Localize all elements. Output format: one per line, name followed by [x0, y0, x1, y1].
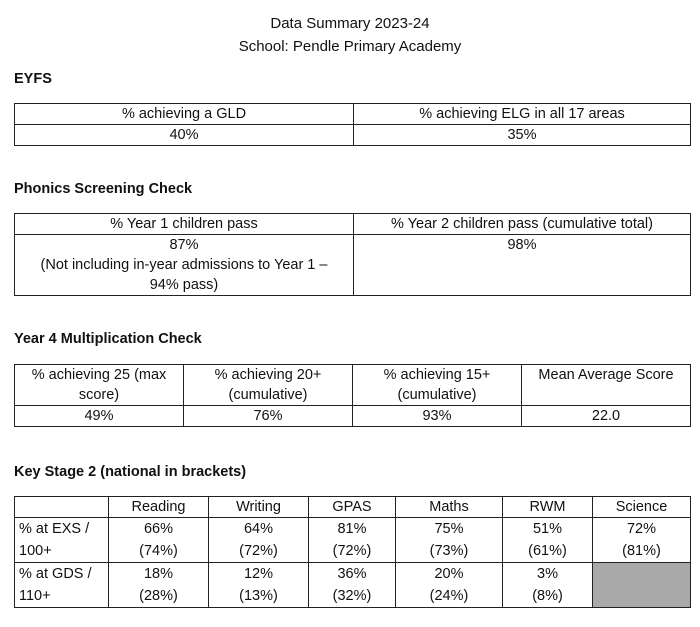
table-row	[15, 518, 691, 563]
ks2-cell	[209, 518, 309, 563]
ks2-table	[14, 496, 691, 608]
national-value: (28%)	[139, 588, 178, 604]
ks2-cell	[309, 518, 396, 563]
table-row	[15, 104, 691, 125]
table-row	[15, 125, 691, 146]
eyfs-table	[14, 103, 691, 146]
eyfs-gld-header: % achieving a GLD	[15, 104, 354, 125]
multiplication-col-header	[522, 365, 691, 406]
multiplication-table	[14, 364, 691, 427]
phonics-table	[14, 213, 691, 296]
row-label-line: % at GDS /	[19, 566, 92, 582]
ks2-col-science: Science	[593, 497, 691, 518]
school-value: 51%	[532, 521, 563, 537]
ks2-cell	[396, 518, 503, 563]
table-row	[15, 563, 691, 608]
phonics-year1-note: 94% pass)	[149, 277, 219, 293]
phonics-year1-header: % Year 1 children pass	[15, 214, 354, 235]
table-row	[15, 497, 691, 518]
national-value: (13%)	[239, 588, 278, 604]
eyfs-gld-value: 40%	[15, 125, 354, 146]
phonics-year1-cell	[15, 235, 354, 296]
school-name: School: Pendle Primary Academy	[238, 38, 462, 55]
school-value: 66%	[143, 521, 174, 537]
eyfs-elg-header: % achieving ELG in all 17 areas	[354, 104, 691, 125]
ks2-col-reading: Reading	[109, 497, 209, 518]
table-row	[15, 406, 691, 427]
header-line: (cumulative)	[228, 387, 308, 403]
ks2-col-gpas: GPAS	[309, 497, 396, 518]
national-value: (81%)	[622, 543, 661, 559]
national-value: (73%)	[429, 543, 469, 559]
national-value: (8%)	[532, 588, 563, 604]
eyfs-elg-value: 35%	[354, 125, 691, 146]
ks2-science-gds-blank-cell	[593, 563, 691, 608]
phonics-year2-value: 98%	[354, 235, 691, 296]
header-line: (cumulative)	[397, 387, 477, 403]
header-line: score)	[78, 387, 120, 403]
multiplication-col-header	[353, 365, 522, 406]
multiplication-value: 93%	[353, 406, 522, 427]
school-value: 72%	[626, 521, 657, 537]
table-row	[15, 365, 691, 406]
national-value: (24%)	[429, 588, 469, 604]
header-line: Mean Average Score	[538, 367, 674, 383]
table-row	[15, 235, 691, 296]
phonics-year1-note: (Not including in-year admissions to Year 1 –	[40, 257, 328, 273]
school-value: 36%	[337, 566, 367, 582]
row-label-line: 100+	[19, 543, 52, 559]
row-label-line: 110+	[19, 588, 51, 604]
multiplication-value: 49%	[15, 406, 184, 427]
ks2-cell	[209, 563, 309, 608]
school-value: 64%	[243, 521, 274, 537]
ks2-col-maths: Maths	[396, 497, 503, 518]
national-value: (74%)	[139, 543, 178, 559]
ks2-cell	[593, 518, 691, 563]
multiplication-value: 22.0	[522, 406, 691, 427]
ks2-cell	[503, 518, 593, 563]
phonics-year2-header: % Year 2 children pass (cumulative total)	[354, 214, 691, 235]
multiplication-col-header	[184, 365, 353, 406]
national-value: (61%)	[528, 543, 567, 559]
ks2-heading: Key Stage 2 (national in brackets)	[14, 464, 247, 480]
ks2-cell	[396, 563, 503, 608]
school-value: 3%	[537, 566, 558, 582]
ks2-row-label-gds	[15, 563, 109, 608]
ks2-corner-cell	[15, 497, 109, 518]
ks2-cell	[109, 518, 209, 563]
national-value: (32%)	[332, 588, 372, 604]
phonics-year1-value: 87%	[169, 237, 199, 253]
header-line: % achieving 15+	[383, 367, 491, 383]
ks2-col-writing: Writing	[209, 497, 309, 518]
multiplication-value: 76%	[184, 406, 353, 427]
header-line: % achieving 25 (max	[31, 367, 167, 383]
multiplication-col-header	[15, 365, 184, 406]
eyfs-heading: EYFS	[14, 71, 52, 87]
ks2-col-rwm: RWM	[503, 497, 593, 518]
ks2-row-label-exs	[15, 518, 109, 563]
page-title: Data Summary 2023-24	[270, 15, 430, 32]
national-value: (72%)	[332, 543, 372, 559]
ks2-cell	[309, 563, 396, 608]
header-line: % achieving 20+	[214, 367, 322, 383]
school-value: 18%	[143, 566, 174, 582]
ks2-cell	[109, 563, 209, 608]
national-value: (72%)	[239, 543, 278, 559]
phonics-heading: Phonics Screening Check	[14, 181, 193, 197]
ks2-cell	[503, 563, 593, 608]
school-value: 75%	[434, 521, 464, 537]
school-value: 20%	[434, 566, 464, 582]
school-value: 12%	[243, 566, 274, 582]
row-label-line: % at EXS /	[19, 521, 90, 537]
school-value: 81%	[337, 521, 367, 537]
multiplication-heading: Year 4 Multiplication Check	[14, 331, 202, 347]
table-row	[15, 214, 691, 235]
